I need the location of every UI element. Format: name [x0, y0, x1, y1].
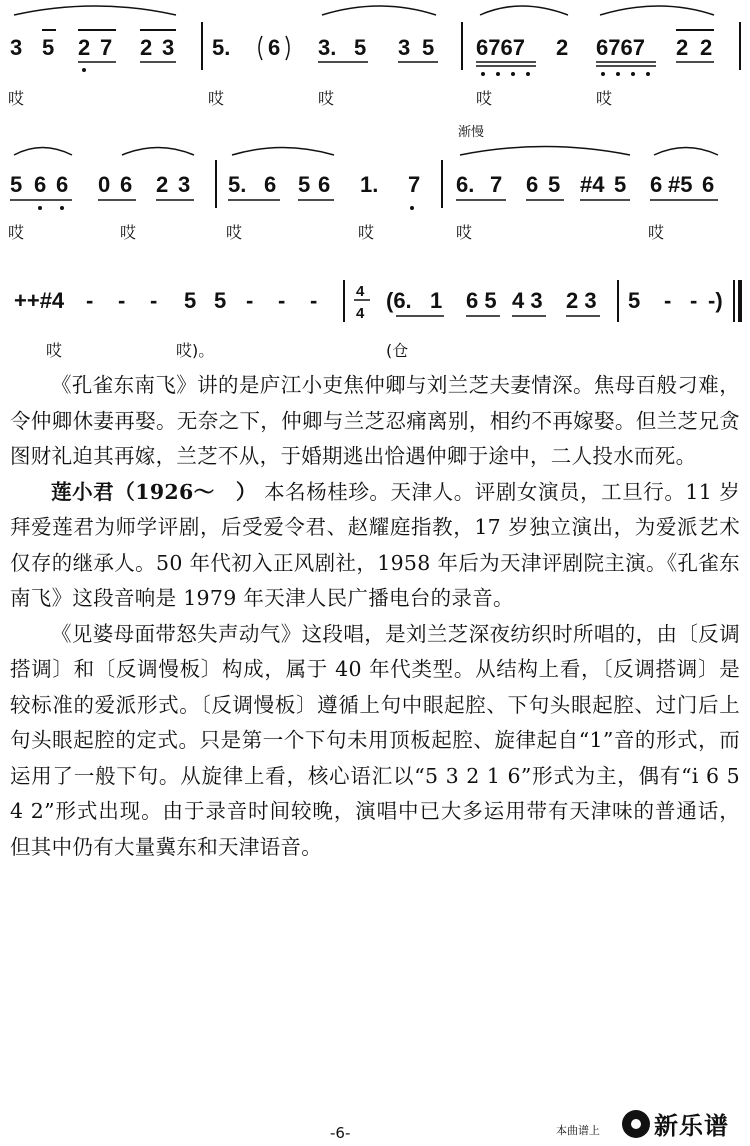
- svg-text:3.: 3.: [318, 35, 337, 60]
- lyric: 哎: [46, 341, 63, 360]
- svg-text:6: 6: [650, 172, 663, 197]
- lyric: 哎: [120, 223, 137, 242]
- svg-text:5: 5: [354, 35, 367, 60]
- svg-text:5: 5: [548, 172, 561, 197]
- svg-text:4 3: 4 3: [512, 288, 543, 313]
- svg-text:5: 5: [10, 172, 23, 197]
- svg-text:-: -: [150, 288, 158, 313]
- paragraph-plot-summary: 《孔雀东南飞》讲的是庐江小吏焦仲卿与刘兰芝夫妻情深。焦母百般刁难，令仲卿休妻再娶。无奈之下，仲卿与兰芝忍痛离别，相约不再嫁娶。但兰芝兄贪图财礼迫其再嫁，兰芝不从，于婚期逃出恰遇仲卿于途中，二人投水而死。: [10, 373, 740, 468]
- svg-text:5.: 5.: [228, 172, 247, 197]
- time-sig-top: 4: [356, 283, 365, 300]
- svg-text:6.: 6.: [456, 172, 475, 197]
- svg-text:1: 1: [430, 288, 443, 313]
- svg-text:2: 2: [156, 172, 169, 197]
- lyric: 哎: [358, 223, 375, 242]
- svg-text:6 5: 6 5: [466, 288, 497, 313]
- svg-text:2: 2: [140, 35, 153, 60]
- lyric: 哎: [208, 89, 225, 108]
- jianpu-score: [0, 0, 750, 370]
- svg-text:-: -: [118, 288, 126, 313]
- svg-text:3: 3: [178, 172, 191, 197]
- svg-text:7: 7: [490, 172, 503, 197]
- lyric: 哎: [596, 89, 613, 108]
- svg-text:6: 6: [264, 172, 277, 197]
- svg-text:5: 5: [298, 172, 311, 197]
- svg-text:-): -): [708, 288, 723, 313]
- svg-text:2: 2: [78, 35, 91, 60]
- music-disc-icon: [622, 1110, 650, 1138]
- score-row-1: [10, 6, 740, 76]
- score-row-2-lyrics: [8, 223, 664, 242]
- svg-text:3: 3: [10, 35, 23, 60]
- svg-text:-: -: [278, 288, 286, 313]
- svg-text:5: 5: [422, 35, 435, 60]
- svg-text:6: 6: [120, 172, 133, 197]
- score-row-3-lyrics: [46, 341, 408, 360]
- lyric: 哎: [226, 223, 243, 242]
- svg-text:3: 3: [162, 35, 175, 60]
- paragraph-performer-bio: [10, 475, 740, 617]
- logo-text: 新乐谱: [654, 1112, 729, 1140]
- time-sig-bottom: 4: [356, 305, 365, 322]
- svg-text:7: 7: [408, 172, 421, 197]
- svg-text:5.: 5.: [212, 35, 231, 60]
- lyric: 哎: [318, 89, 335, 108]
- score-svg: [0, 0, 750, 370]
- svg-text:-: -: [310, 288, 318, 313]
- svg-text:(6.: (6.: [386, 288, 412, 313]
- footer-note: 本曲谱上: [556, 1124, 600, 1137]
- svg-text:6767: 6767: [476, 35, 525, 60]
- svg-text:2: 2: [700, 35, 713, 60]
- svg-text:5: 5: [628, 288, 641, 313]
- article-body: [10, 368, 740, 865]
- lyric: 哎: [8, 223, 25, 242]
- svg-text:6: 6: [702, 172, 715, 197]
- score-row-1-lyrics: [8, 89, 612, 108]
- svg-text:6: 6: [526, 172, 539, 197]
- svg-text:1.: 1.: [360, 172, 379, 197]
- svg-text:-: -: [664, 288, 672, 313]
- performer-heading: 莲小君（1926～ ）: [51, 479, 257, 504]
- tempo-mark: 渐慢: [458, 125, 485, 140]
- svg-text:2: 2: [676, 35, 689, 60]
- lyric: (仓: [386, 341, 409, 360]
- svg-text:6: 6: [268, 35, 281, 60]
- svg-text:++#4: ++#4: [14, 288, 65, 313]
- svg-text:7: 7: [100, 35, 113, 60]
- svg-text:6: 6: [318, 172, 331, 197]
- svg-text:6: 6: [34, 172, 47, 197]
- lyric: 哎: [476, 89, 493, 108]
- score-row-3: [14, 280, 740, 322]
- svg-text:2: 2: [556, 35, 569, 60]
- svg-text:-: -: [690, 288, 698, 313]
- page-number: -6-: [330, 1124, 351, 1142]
- lyric: 哎: [8, 89, 25, 108]
- site-logo: [622, 1106, 729, 1141]
- svg-text:5: 5: [614, 172, 627, 197]
- svg-text:2 3: 2 3: [566, 288, 597, 313]
- score-row-2: [10, 147, 718, 211]
- lyric: 哎: [456, 223, 473, 242]
- svg-text:5: 5: [184, 288, 197, 313]
- svg-text:6767: 6767: [596, 35, 645, 60]
- svg-text:-: -: [86, 288, 94, 313]
- svg-text:-: -: [246, 288, 254, 313]
- paragraph-analysis: 《见婆母面带怒失声动气》这段唱，是刘兰芝深夜纺织时所唱的，由〔反调搭调〕和〔反调慢板〕构成，属于 40 年代类型。从结构上看，〔反调搭调〕是较标准的爱派形式。〔反调慢板〕遵循上句中眼起腔、下句头眼起腔、过门后上句头眼起腔的定式。只是第一个下句未用顶板起腔、旋律起自“1”音的形式，而运用了一般下句。从旋律上看，核心语汇以“5 3 2 1 6”形式为主，偶有“i 6 5 4 2”形式出现。由于录音时间较晚，演唱中已大多运用带有天津味的普通话，但其中仍有大量冀东和天津语音。: [10, 621, 740, 859]
- svg-text:6: 6: [56, 172, 69, 197]
- svg-text:#4: #4: [580, 172, 605, 197]
- svg-text:#5: #5: [668, 172, 693, 197]
- lyric: 哎)。: [176, 341, 215, 360]
- lyric: 哎: [648, 223, 665, 242]
- svg-text:5: 5: [42, 35, 55, 60]
- svg-text:5: 5: [214, 288, 227, 313]
- svg-text:3: 3: [398, 35, 411, 60]
- performer-bio-text: 本名杨桂珍。天津人。评剧女演员，工旦行。11 岁拜爱莲君为师学评剧，后受爱令君、赵耀庭指教，17 岁独立演出，为爱派艺术仅存的继承人。50 年代初入正风剧社，1958 年后为天津评剧院主演。《孔雀东南飞》这段音响是 1979 年天津人民广播电台的录音。: [10, 479, 740, 610]
- svg-text:0: 0: [98, 172, 111, 197]
